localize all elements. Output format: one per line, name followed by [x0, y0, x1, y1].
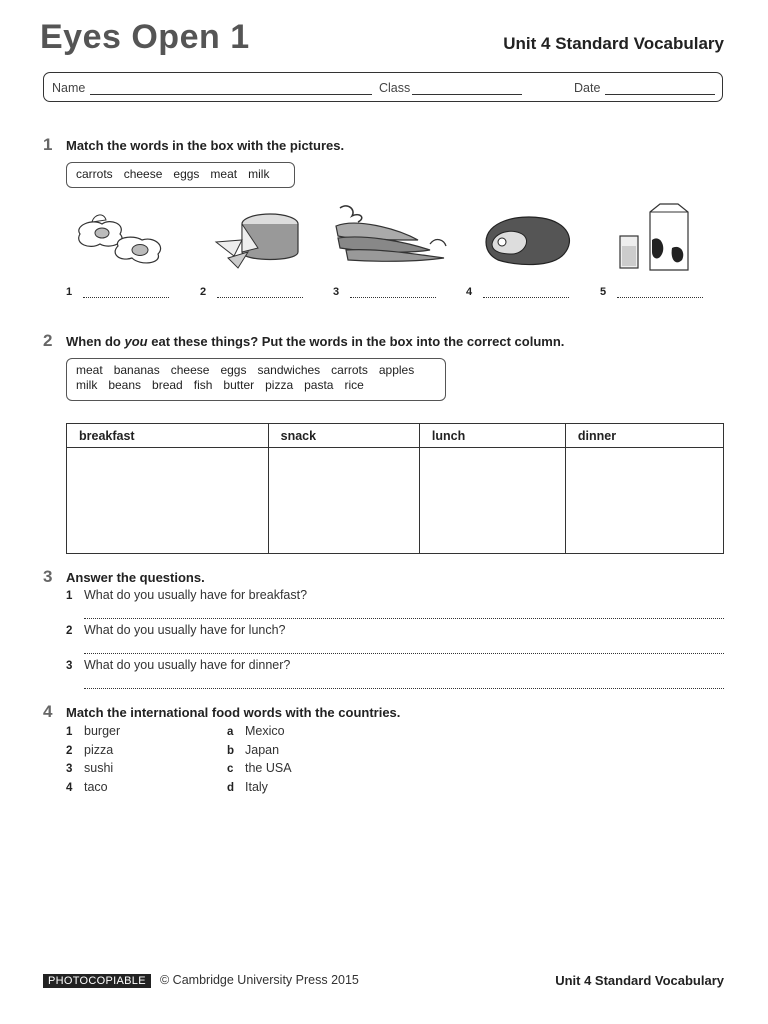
- answer-line[interactable]: [83, 297, 169, 298]
- food-item: 1 burger: [66, 724, 121, 738]
- word-item: milk: [248, 167, 270, 181]
- word-item: butter: [223, 378, 255, 392]
- answer-line[interactable]: [84, 688, 724, 689]
- question-instruction: Answer the questions.: [66, 570, 205, 585]
- food-item: 2 pizza: [66, 742, 114, 757]
- picture-number: 3: [333, 286, 340, 298]
- column-header-dinner: dinner: [565, 424, 723, 448]
- column-header-snack: snack: [268, 424, 419, 448]
- answer-line[interactable]: [217, 297, 303, 298]
- word-item: cheese: [123, 167, 163, 181]
- question-instruction: When do you eat these things? Put the words in the box into the correct column.: [66, 334, 565, 349]
- word-item: bananas: [113, 363, 160, 377]
- word-item: beans: [108, 378, 142, 392]
- country-item: c the USA: [227, 761, 292, 775]
- photocopiable-badge: PHOTOCOPIABLE: [43, 974, 151, 988]
- country-item: b Japan: [227, 742, 280, 757]
- word-row: [76, 378, 436, 393]
- question-number: 4: [43, 702, 53, 721]
- dinner-cell[interactable]: [565, 448, 723, 554]
- question-instruction: Match the international food words with the countries.: [66, 705, 401, 720]
- copyright-notice: © Cambridge University Press 2015: [160, 973, 359, 987]
- country-item: d Italy: [227, 779, 268, 794]
- word-box: [66, 162, 295, 188]
- question-number: 1: [43, 135, 53, 154]
- word-item: rice: [344, 378, 364, 392]
- lunch-cell[interactable]: [419, 448, 565, 554]
- column-header-breakfast: breakfast: [67, 424, 269, 448]
- question-item: 1 What do you usually have for breakfast?: [66, 588, 308, 602]
- name-label: Name: [52, 81, 86, 95]
- class-line[interactable]: [412, 94, 522, 95]
- word-item: pasta: [304, 378, 334, 392]
- word-item: carrots: [76, 167, 113, 181]
- snack-cell[interactable]: [268, 448, 419, 554]
- word-item: milk: [76, 378, 98, 392]
- word-item: apples: [378, 363, 415, 377]
- word-item: fish: [193, 378, 213, 392]
- country-item: a Mexico: [227, 724, 285, 738]
- word-item: pizza: [265, 378, 294, 392]
- question-item: 2 What do you usually have for lunch?: [66, 623, 286, 637]
- answer-line[interactable]: [350, 297, 436, 298]
- food-item: 3 sushi: [66, 761, 114, 775]
- milk-picture: [616, 200, 692, 274]
- date-line[interactable]: [605, 94, 715, 95]
- picture-number: 5: [600, 286, 607, 298]
- date-label: Date: [574, 81, 601, 95]
- meat-picture: [476, 200, 582, 274]
- picture-number: 1: [66, 286, 73, 298]
- food-list: [66, 723, 120, 797]
- name-line[interactable]: [90, 94, 372, 95]
- breakfast-cell[interactable]: [67, 448, 269, 554]
- word-item: sandwiches: [257, 363, 321, 377]
- answer-line[interactable]: [617, 297, 703, 298]
- worksheet-title: Eyes Open 1: [40, 18, 250, 56]
- word-item: meat: [76, 363, 103, 377]
- answer-line[interactable]: [483, 297, 569, 298]
- food-item: 4 taco: [66, 779, 108, 794]
- eggs-picture: [70, 200, 170, 274]
- column-header-lunch: lunch: [419, 424, 565, 448]
- meal-table: [66, 423, 724, 554]
- word-row: [76, 363, 436, 378]
- unit-title: Unit 4 Standard Vocabulary: [503, 34, 724, 53]
- word-item: eggs: [173, 167, 200, 181]
- word-item: cheese: [170, 363, 210, 377]
- carrots-picture: [326, 200, 450, 274]
- word-item: carrots: [331, 363, 368, 377]
- answer-line[interactable]: [84, 653, 724, 654]
- question-instruction: Match the words in the box with the pictures.: [66, 138, 345, 153]
- word-item: bread: [152, 378, 183, 392]
- word-item: eggs: [220, 363, 247, 377]
- question-number: 3: [43, 567, 53, 586]
- country-list: [227, 723, 292, 797]
- answer-line[interactable]: [84, 618, 724, 619]
- question-number: 2: [43, 331, 53, 350]
- picture-number: 4: [466, 286, 473, 298]
- footer-unit-title: Unit 4 Standard Vocabulary: [555, 973, 724, 988]
- question-item: 3 What do you usually have for dinner?: [66, 658, 291, 672]
- class-label: Class: [379, 81, 411, 95]
- student-info-bar: [43, 72, 723, 102]
- cheese-picture: [208, 200, 304, 274]
- word-item: meat: [210, 167, 238, 181]
- word-box: [66, 358, 446, 401]
- picture-number: 2: [200, 286, 207, 298]
